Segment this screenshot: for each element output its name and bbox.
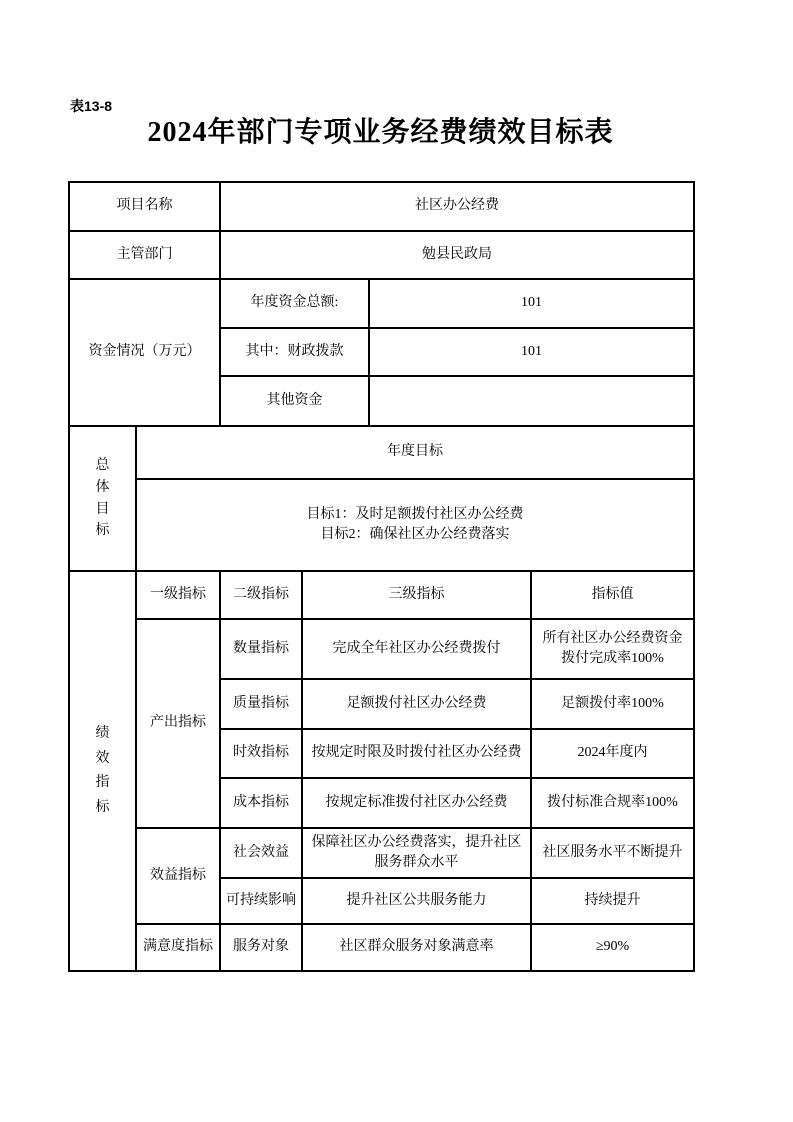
header-level3: 三级指标 xyxy=(302,571,531,619)
indicator-level3: 足额拨付社区办公经费 xyxy=(302,679,531,729)
indicator-level2: 可持续影响 xyxy=(220,878,302,924)
funding-section-label: 资金情况（万元） xyxy=(69,279,220,426)
group-satisfaction-label: 满意度指标 xyxy=(136,924,220,971)
indicator-value: 足额拨付率100% xyxy=(531,679,694,729)
project-name-label: 项目名称 xyxy=(69,182,220,231)
goal-line-2: 目标2：确保社区办公经费落实 xyxy=(320,527,510,542)
indicator-level2: 服务对象 xyxy=(220,924,302,971)
indicator-value: ≥90% xyxy=(531,924,694,971)
annual-goal-content xyxy=(136,479,694,571)
indicator-level2: 社会效益 xyxy=(220,828,302,878)
document-title: 2024年部门专项业务经费绩效目标表 xyxy=(147,117,614,148)
funding-other-label: 其他资金 xyxy=(220,376,369,426)
indicator-level2: 数量指标 xyxy=(220,619,302,679)
funding-fiscal-label: 其中：财政拨款 xyxy=(220,328,369,376)
indicator-level3: 提升社区公共服务能力 xyxy=(302,878,531,924)
table-row xyxy=(69,828,694,878)
table-row xyxy=(69,231,694,279)
table-row xyxy=(69,182,694,231)
header-level1: 一级指标 xyxy=(136,571,220,619)
table-row xyxy=(69,571,694,619)
indicator-level3: 保障社区办公经费落实，提升社区服务群众水平 xyxy=(302,828,531,878)
overall-goal-vertical-text: 总体目标 xyxy=(95,458,110,539)
header-value: 指标值 xyxy=(531,571,694,619)
annual-goal-header: 年度目标 xyxy=(136,426,694,479)
performance-vertical-text: 绩效指标 xyxy=(95,726,110,815)
table-number-label: 表13-8 xyxy=(70,98,113,114)
funding-total-label: 年度资金总额: xyxy=(220,279,369,328)
funding-other-value xyxy=(369,376,694,426)
indicator-level2: 质量指标 xyxy=(220,679,302,729)
table-row xyxy=(69,279,694,328)
table-row xyxy=(69,479,694,571)
department-value: 勉县民政局 xyxy=(220,231,694,279)
indicator-level2: 时效指标 xyxy=(220,729,302,778)
group-output-label: 产出指标 xyxy=(136,619,220,828)
funding-total-value: 101 xyxy=(369,279,694,328)
table-row xyxy=(69,924,694,971)
indicator-level3: 按规定标准拨付社区办公经费 xyxy=(302,778,531,828)
indicator-level3: 社区群众服务对象满意率 xyxy=(302,924,531,971)
performance-target-table xyxy=(68,181,695,972)
goal-line-1: 目标1：及时足额拨付社区办公经费 xyxy=(306,506,524,522)
header-level2: 二级指标 xyxy=(220,571,302,619)
indicator-level3: 按规定时限及时拨付社区办公经费 xyxy=(302,729,531,778)
indicator-level2: 成本指标 xyxy=(220,778,302,828)
indicator-value: 持续提升 xyxy=(531,878,694,924)
performance-section-label xyxy=(69,571,136,971)
table-row xyxy=(69,426,694,479)
overall-goal-section-label xyxy=(69,426,136,571)
indicator-value: 2024年度内 xyxy=(531,729,694,778)
table-row xyxy=(69,619,694,679)
indicator-value: 所有社区办公经费资金拨付完成率100% xyxy=(531,619,694,679)
indicator-value: 社区服务水平不断提升 xyxy=(531,828,694,878)
project-name-value: 社区办公经费 xyxy=(220,182,694,231)
funding-fiscal-value: 101 xyxy=(369,328,694,376)
indicator-level3: 完成全年社区办公经费拨付 xyxy=(302,619,531,679)
department-label: 主管部门 xyxy=(69,231,220,279)
indicator-value: 拨付标准合规率100% xyxy=(531,778,694,828)
group-benefit-label: 效益指标 xyxy=(136,828,220,924)
